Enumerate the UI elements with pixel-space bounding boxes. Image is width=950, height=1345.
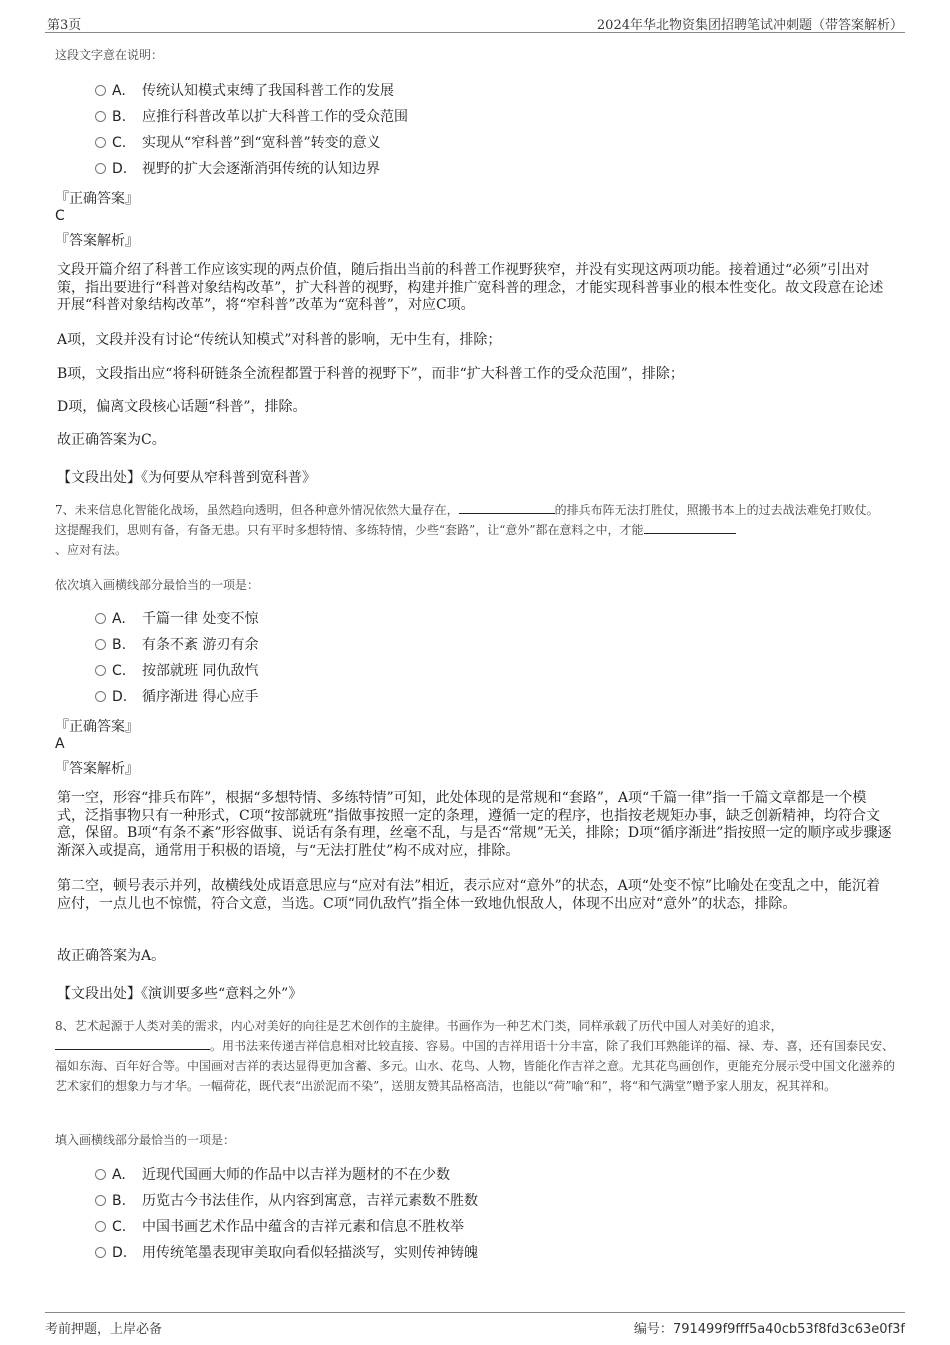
radio-icon[interactable] xyxy=(95,85,106,96)
q7-blank-1 xyxy=(459,501,555,514)
q7-source: 【文段出处】《演训要多些“意料之外”》 xyxy=(57,986,303,1002)
q6-stem-tail: 这段文字意在说明： xyxy=(55,48,164,62)
radio-icon[interactable] xyxy=(95,613,106,624)
q6-option-c[interactable]: C. 实现从“窄科普”到“宽科普”转变的意义 xyxy=(95,130,408,156)
q6-options xyxy=(95,78,408,182)
q7-blank-2 xyxy=(644,521,736,534)
radio-icon[interactable] xyxy=(95,1247,106,1258)
q7-analysis-label: 『答案解析』 xyxy=(55,761,139,777)
q7-option-b[interactable]: B. 有条不紊 游刃有余 xyxy=(95,632,258,658)
q7-answer: A xyxy=(55,736,65,752)
q7-prompt: 依次填入画横线部分最恰当的一项是： xyxy=(55,578,260,592)
radio-icon[interactable] xyxy=(95,1169,106,1180)
q6-analysis-p1: 文段开篇介绍了科普工作应该实现的两点价值，随后指出当前的科普工作视野狭窄，并没有实现这两项功能。接着通过“必须”引出对策，指出要进行“科普对象结构改革”，扩大科普的视野，构建并推广宽科普的理念，才能实现科普事业的根本性变化。故文段意在论述开展“科普对象结构改革”，将“窄科普”改革为“宽科普”，对应C项。 xyxy=(57,262,884,313)
q8-stem: 8、艺术起源于人类对美的需求，内心对美好的向往是艺术创作的主旋律。书画作为一种艺术门类，同样承载了历代中国人对美好的追求， 。用书法来传递吉祥信息相对比较直接、容易。中国的吉祥用语十分丰富，除了我们耳熟能详的福、禄、寿、喜，还有国泰民安、福如东海、百年好合等。中国画对吉祥的表达显得更加含蓄、多元。山水、花鸟、人物，皆能化作吉祥之意。尤其花鸟画创作，更能充分展示受中国文化滋养的艺术家们的想象力与才华。一幅荷花，既代表“出淤泥而不染”，送朋友赞其品格高洁，也能以“荷”喻“和”，将“和气满堂”赠予家人朋友，祝其祥和。 xyxy=(55,1019,896,1093)
q8-option-a[interactable]: A. 近现代国画大师的作品中以吉祥为题材的不在少数 xyxy=(95,1162,478,1188)
q8-option-d[interactable]: D. 用传统笔墨表现审美取向看似轻描淡写，实则传神铸魄 xyxy=(95,1240,478,1266)
q7-option-a[interactable]: A. 千篇一律 处变不惊 xyxy=(95,606,258,632)
q8-prompt: 填入画横线部分最恰当的一项是： xyxy=(55,1133,236,1147)
q7-options xyxy=(95,606,258,710)
q6-analysis-p5: 故正确答案为C。 xyxy=(57,432,166,448)
page-number: 第3页 xyxy=(47,18,82,33)
radio-icon[interactable] xyxy=(95,163,106,174)
radio-icon[interactable] xyxy=(95,639,106,650)
q6-option-a[interactable]: A. 传统认知模式束缚了我国科普工作的发展 xyxy=(95,78,408,104)
radio-icon[interactable] xyxy=(95,691,106,702)
q6-analysis-p2: A项，文段并没有讨论“传统认知模式”对科普的影响，无中生有，排除； xyxy=(57,332,502,348)
q8-option-b[interactable]: B. 历览古今书法佳作，从内容到寓意，吉祥元素数不胜数 xyxy=(95,1188,478,1214)
radio-icon[interactable] xyxy=(95,1221,106,1232)
q8-blank xyxy=(55,1037,210,1050)
q7-analysis-p3: 故正确答案为A。 xyxy=(57,948,166,964)
q7-stem: 7、未来信息化智能化战场，虽然趋向透明，但各种意外情况依然大量存在， 的排兵布阵无法打胜仗，照搬书本上的过去战法难免打败仗。这提醒我们，思则有备，有备无患。只有平时多想特情、多练特情，少些“套路”，让“意外”都在意料之中，才能 、应对有法。 xyxy=(55,503,879,557)
q8-option-c[interactable]: C. 中国书画艺术作品中蕴含的吉祥元素和信息不胜枚举 xyxy=(95,1214,478,1240)
radio-icon[interactable] xyxy=(95,137,106,148)
q6-answer: C xyxy=(55,208,65,224)
q6-answer-label: 『正确答案』 xyxy=(55,191,139,207)
radio-icon[interactable] xyxy=(95,111,106,122)
q7-option-d[interactable]: D. 循序渐进 得心应手 xyxy=(95,684,258,710)
q6-analysis-p3: B项，文段指出应“将科研链条全流程都置于科普的视野下”，而非“扩大科普工作的受众范围”，排除； xyxy=(57,366,684,382)
page-footer xyxy=(45,1312,905,1337)
radio-icon[interactable] xyxy=(95,665,106,676)
footer-slogan: 考前押题，上岸必备 xyxy=(45,1322,163,1337)
q7-analysis-p1: 第一空，形容“排兵布阵”，根据“多想特情、多练特情”可知，此处体现的是常规和“套路”，A项“千篇一律”指一千篇文章都是一个模式，泛指事物只有一种形式，C项“按部就班”指做事按照一定的条理，遵循一定的程序，也指按老规矩办事，缺乏创新精神，均符合文意，保留。B项“有条不紊”形容做事、说话有条有理，丝毫不乱，与是否“常规”无关，排除；D项“循序渐进”指按照一定的顺序或步骤逐渐深入或提高，通常用于积极的语境，与“无法打胜仗”构不成对应，排除。 xyxy=(57,790,892,859)
q7-option-c[interactable]: C. 按部就班 同仇敌忾 xyxy=(95,658,258,684)
document-title: 2024年华北物资集团招聘笔试冲刺题（带答案解析） xyxy=(596,18,903,33)
q6-analysis-label: 『答案解析』 xyxy=(55,233,139,249)
q7-analysis-p2: 第二空，顿号表示并列，故横线处成语意思应与“应对有法”相近，表示应对“意外”的状态，A项“处变不惊”比喻处在变乱之中，能沉着应付，一点儿也不惊慌，符合文意，当选。C项“同仇敌忾”指全体一致地仇恨敌人，体现不出应对“意外”的状态，排除。 xyxy=(57,878,881,912)
q6-analysis-p4: D项，偏离文段核心话题“科普”，排除。 xyxy=(57,399,307,415)
q7-answer-label: 『正确答案』 xyxy=(55,719,139,735)
page-header xyxy=(45,10,905,33)
q6-source: 【文段出处】《为何要从窄科普到宽科普》 xyxy=(57,470,316,486)
q8-options xyxy=(95,1162,478,1266)
radio-icon[interactable] xyxy=(95,1195,106,1206)
document-code: 编号：791499f9fff5a40cb53f8fd3c63e0f3f xyxy=(633,1322,905,1337)
q6-option-b[interactable]: B. 应推行科普改革以扩大科普工作的受众范围 xyxy=(95,104,408,130)
q6-option-d[interactable]: D. 视野的扩大会逐渐消弭传统的认知边界 xyxy=(95,156,408,182)
